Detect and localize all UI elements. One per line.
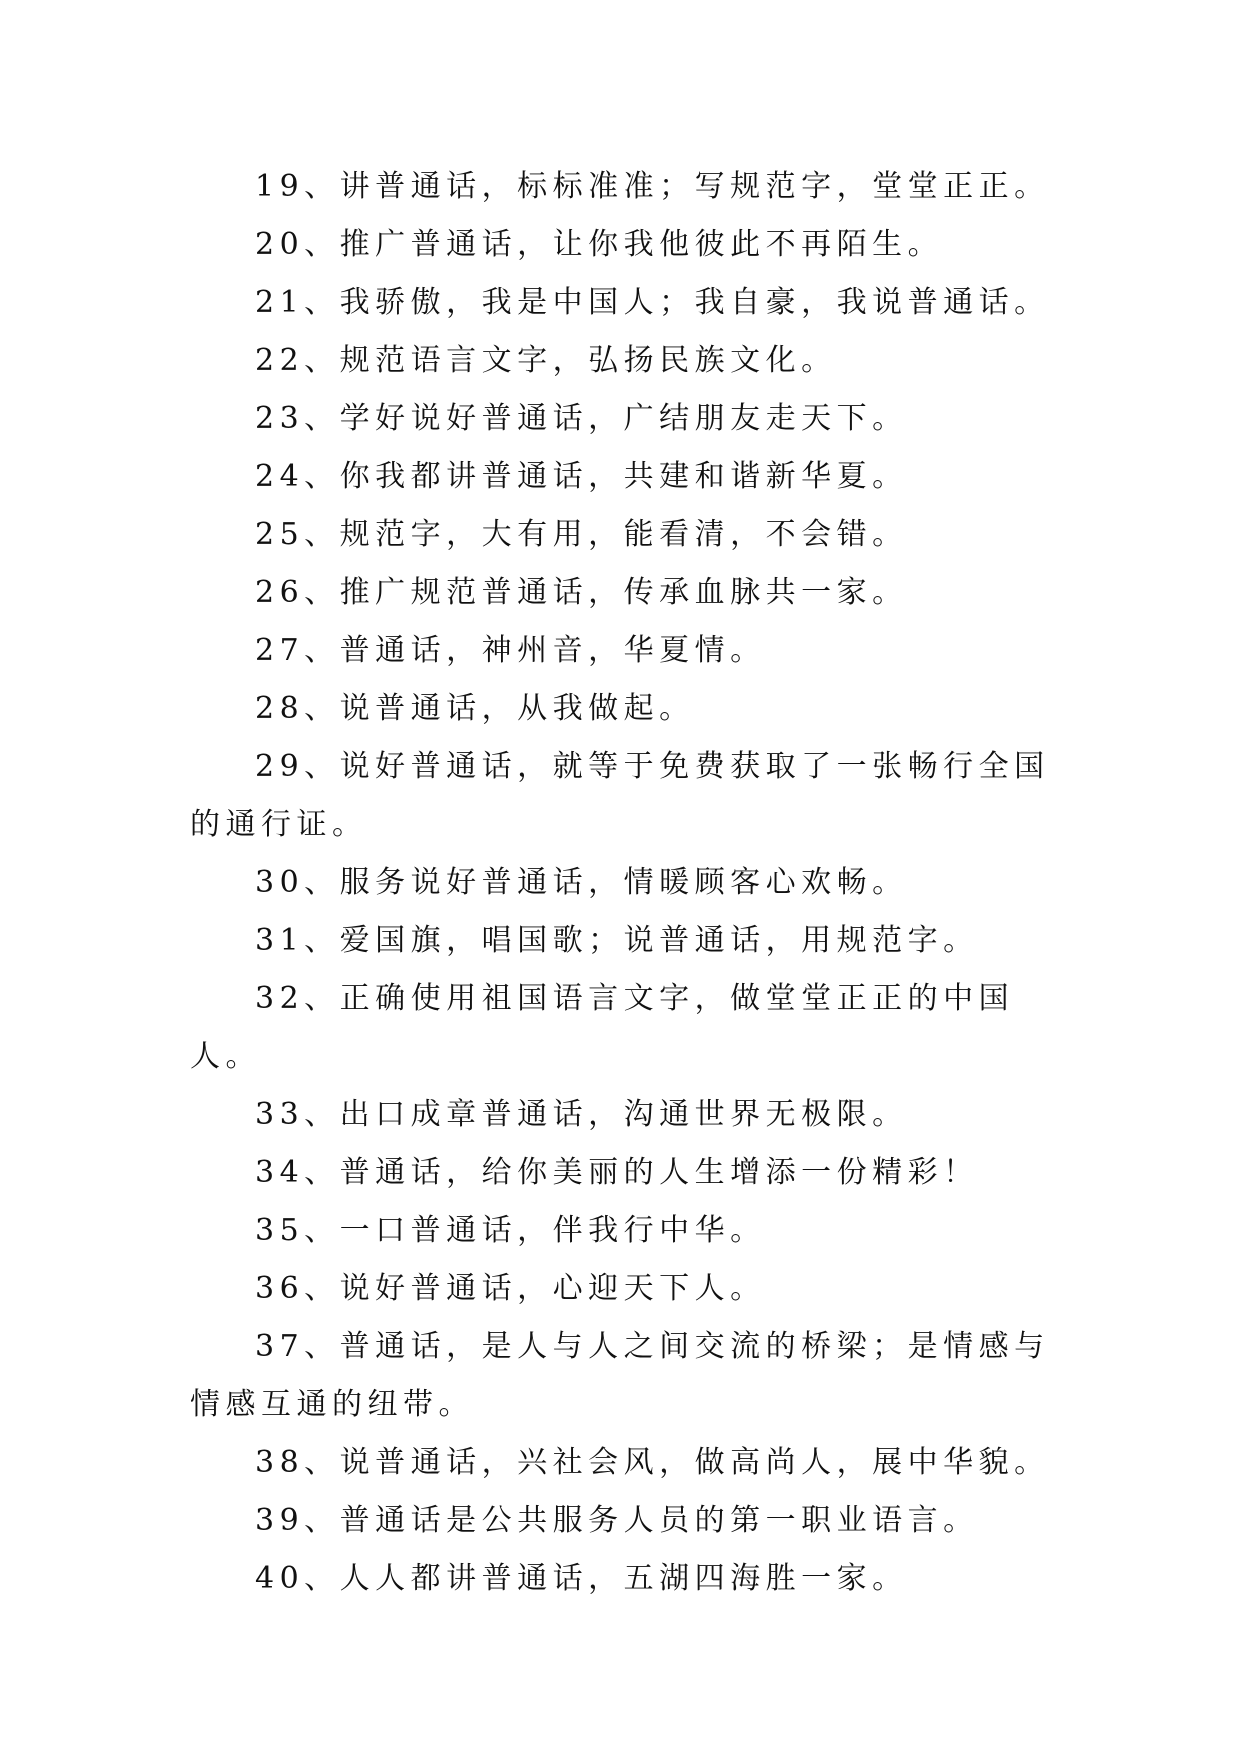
list-item: 27、普通话，神州音，华夏情。 xyxy=(255,633,766,668)
list-item: 29、说好普通话，就等于免费获取了一张畅行全国的通行证。 xyxy=(190,749,1050,842)
list-item: 20、推广普通话，让你我他彼此不再陌生。 xyxy=(255,227,944,262)
slogan-list xyxy=(190,158,1058,1608)
list-item: 21、我骄傲，我是中国人；我自豪，我说普通话。 xyxy=(255,285,1050,320)
list-item: 36、说好普通话，心迎天下人。 xyxy=(255,1271,766,1306)
list-item: 30、服务说好普通话，情暖顾客心欢畅。 xyxy=(255,865,908,900)
list-item: 37、普通话，是人与人之间交流的桥梁；是情感与情感互通的纽带。 xyxy=(190,1329,1050,1422)
list-item: 39、普通话是公共服务人员的第一职业语言。 xyxy=(255,1503,979,1538)
list-item: 40、人人都讲普通话，五湖四海胜一家。 xyxy=(255,1561,908,1596)
list-item: 32、正确使用祖国语言文字，做堂堂正正的中国人。 xyxy=(190,981,1015,1074)
list-item: 26、推广规范普通话，传承血脉共一家。 xyxy=(255,575,908,610)
list-item: 25、规范字，大有用，能看清，不会错。 xyxy=(255,517,908,552)
list-item: 19、讲普通话，标标准准；写规范字，堂堂正正。 xyxy=(255,169,1050,204)
list-item: 33、出口成章普通话，沟通世界无极限。 xyxy=(255,1097,908,1132)
list-item: 28、说普通话，从我做起。 xyxy=(255,691,695,726)
list-item: 23、学好说好普通话，广结朋友走天下。 xyxy=(255,401,908,436)
list-item: 31、爱国旗，唱国歌；说普通话，用规范字。 xyxy=(255,923,979,958)
list-item: 34、普通话，给你美丽的人生增添一份精彩！ xyxy=(255,1155,979,1190)
list-item: 38、说普通话，兴社会风，做高尚人，展中华貌。 xyxy=(255,1445,1050,1480)
list-item: 22、规范语言文字，弘扬民族文化。 xyxy=(255,343,837,378)
list-item: 35、一口普通话，伴我行中华。 xyxy=(255,1213,766,1248)
list-item: 24、你我都讲普通话，共建和谐新华夏。 xyxy=(255,459,908,494)
